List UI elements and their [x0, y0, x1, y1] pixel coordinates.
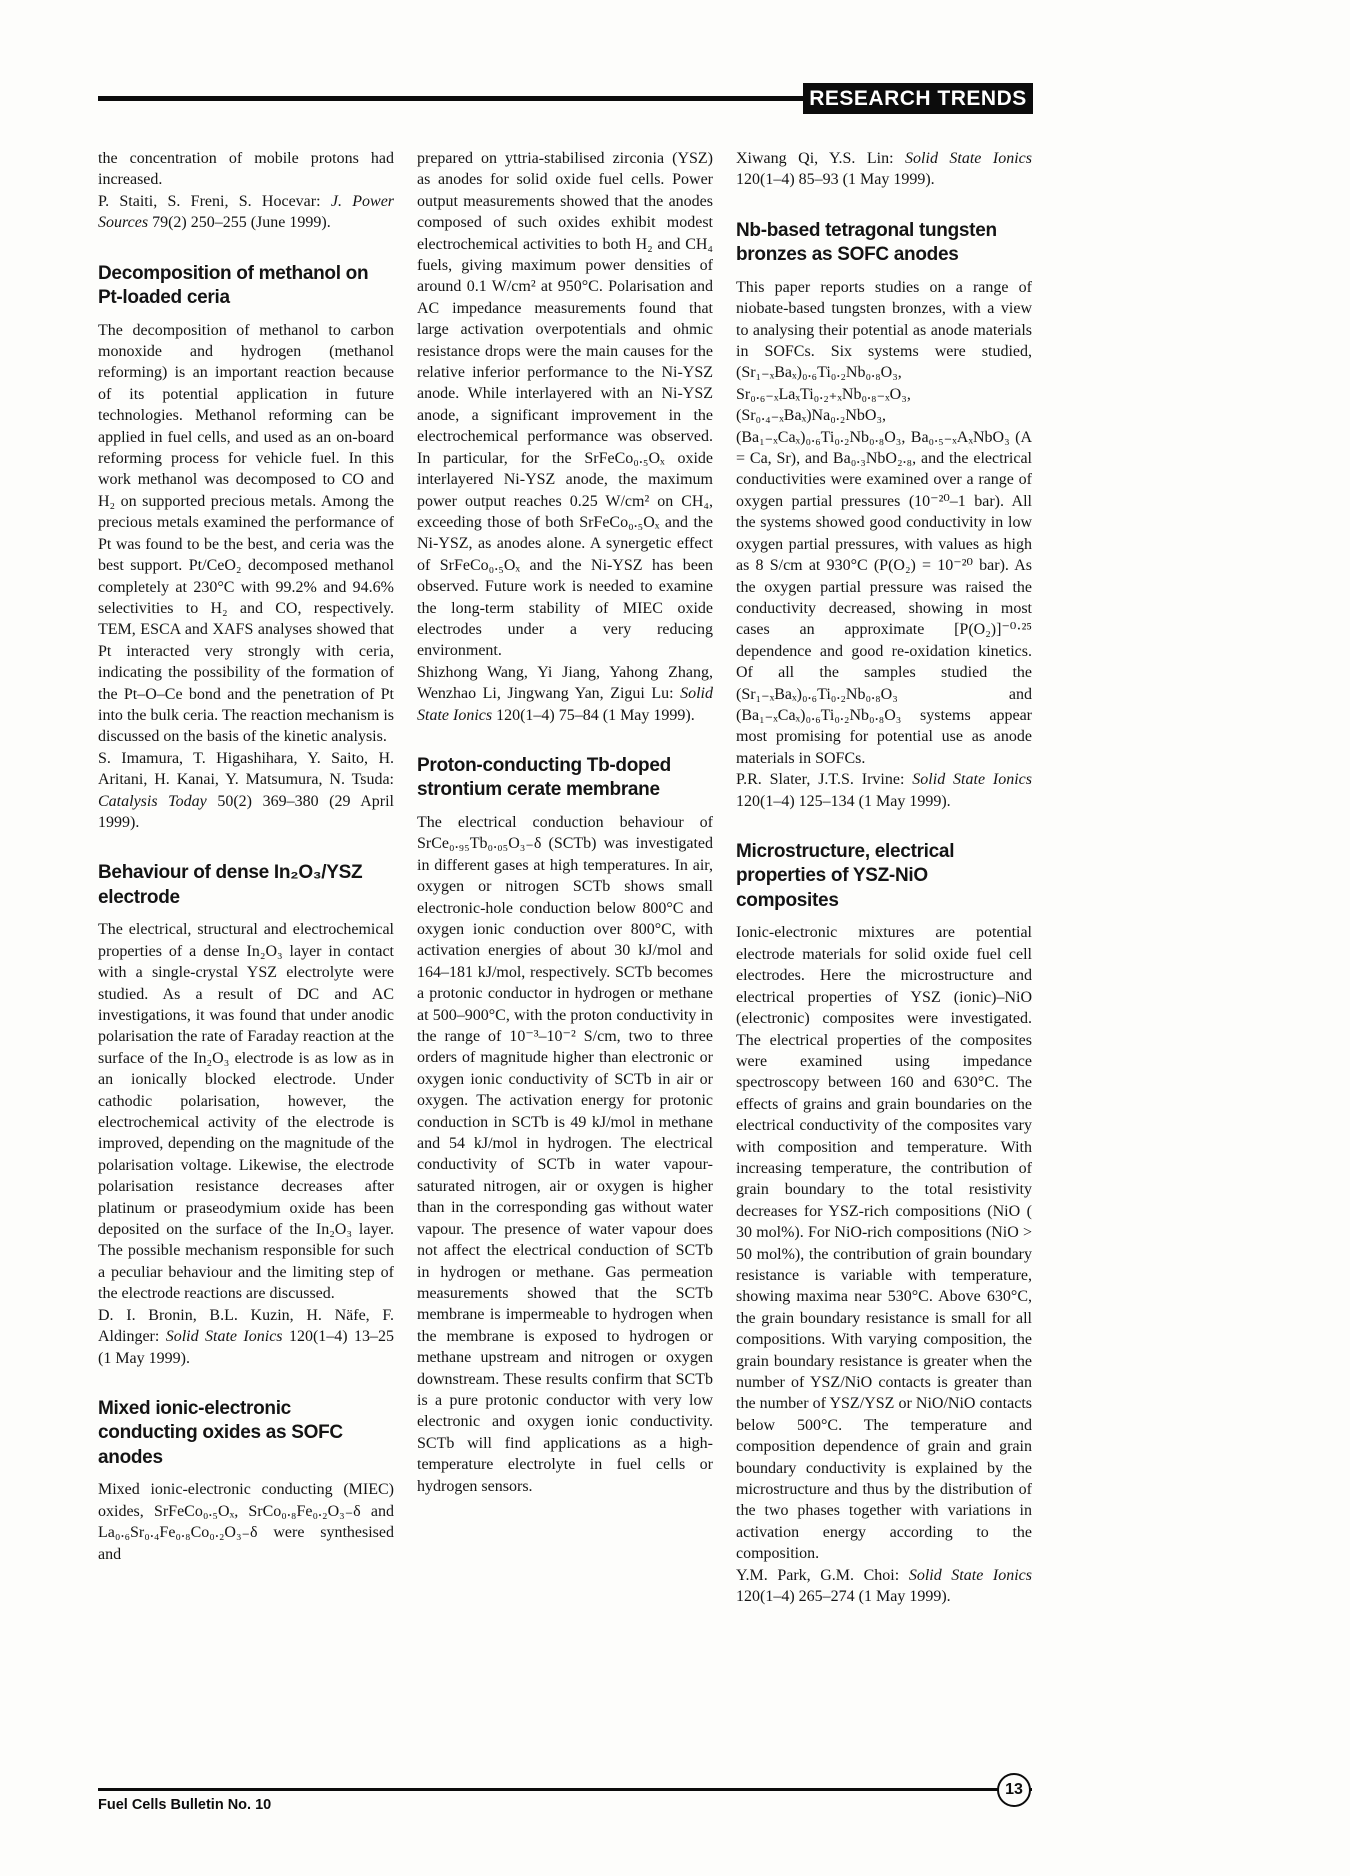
citation-authors: Shizhong Wang, Yi Jiang, Yahong Zhang, Wenzhao Li, Jingwang Yan, Zigui Lu: [417, 663, 713, 703]
citation [98, 1305, 394, 1369]
citation-ref: 120(1–4) 13–25 (1 May 1999). [98, 1328, 394, 1367]
citation-ref: 79(2) 250–255 (June 1999). [152, 214, 331, 232]
column-right [736, 148, 1032, 1607]
column-center [417, 148, 713, 1497]
citation [736, 148, 1032, 191]
article-paragraph: Ionic-electronic mixtures are potential electrode materials for solid oxide fuel cell electrodes. Here the microstructure and electrical properties of YSZ (ionic)–NiO (electronic) composites were investigated. The electrical properties of the composites were examined using impedance spectroscopy between 160 and 630°C. The effects of grains and grain boundaries on the electrical conductivity of the composites vary with composition and temperature. With increasing temperature, the contribution of grain boundary to the total resistivity decreases for YSZ-rich compositions (NiO ( 30 mol%). For NiO-rich compositions (NiO > 50 mol%), the contribution of grain boundary resistance is variable with temperature, showing maxima near 530°C. Above 630°C, the grain boundary resistance is small for all compositions. With varying composition, the grain boundary resistance is greater when the number of YSZ/NiO contacts is greater than the number of YSZ/YSZ or NiO/NiO contacts below 500°C. The temperature and composition dependence of grain and grain boundary conductivity is explained by the microstructure and thus by the distribution of the two phases together with variations in activation energy according to the composition. [736, 924, 1032, 1563]
citation-journal: Solid State Ionics [908, 1566, 1033, 1584]
citation-journal: J. Power Sources [98, 192, 395, 232]
research-trends-banner [803, 83, 1033, 114]
citation-ref: 120(1–4) 85–93 (1 May 1999). [736, 171, 935, 189]
citation-authors: Y.M. Park, G.M. Choi: [736, 1566, 900, 1584]
citation-authors: S. Imamura, T. Higashihara, Y. Saito, H. Aritani, H. Kanai, Y. Matsumura, N. Tsuda: [98, 749, 394, 789]
citation [736, 1565, 1032, 1608]
citation-authors: D. I. Bronin, B.L. Kuzin, H. Näfe, F. Aldinger: [98, 1306, 394, 1346]
continuation-paragraph: prepared on yttria-stabilised zirconia (YSZ) as anodes for solid oxide fuel cells. Power output measurements showed that the anodes composed of such oxides exhibit modest electrochemical activities to both H₂ and CH₄ fuels, giving maximum power densities of around 0.1 W/cm² at 950°C. Polarisation and AC impedance measurements found that large activation overpotentials and ohmic resistance drops were the main causes for the relative inferior performance to the Ni-YSZ anode. While interlayered with an Ni-YSZ anode, a significant improvement in the electrochemical performance was observed. In particular, for the SrFeCo₀.₅Oₓ oxide interlayered Ni-YSZ anode, the maximum power output reaches 0.25 W/cm² on CH₄, exceeding those of both SrFeCo₀.₅Oₓ and the Ni-YSZ, as anodes alone. A synergetic effect of SrFeCo₀.₅Oₓ and the Ni-YSZ has been observed. Future work is needed to examine the long-term stability of MIEC oxide electrodes under a very reducing environment. [417, 150, 713, 660]
article-heading: Microstructure, electrical properties of YSZ-NiO composites [736, 840, 955, 911]
citation [736, 769, 1032, 812]
page-number: 13 [1005, 1781, 1023, 1798]
citation-ref: 50(2) 369–380 (29 April 1999). [98, 792, 395, 831]
header-rule [98, 96, 803, 101]
citation [417, 662, 713, 726]
citation-authors: P.R. Slater, J.T.S. Irvine: [736, 771, 905, 789]
citation-journal: Solid State Ionics [417, 685, 713, 724]
article-paragraph: Mixed ionic-electronic conducting (MIEC) oxides, SrFeCo₀.₅Oₓ, SrCo₀.₈Fe₀.₂O₃₋δ and La₀.₆Sr₀.₄Fe₀.₈Co₀.₂O₃₋δ were synthesised and [98, 1481, 394, 1563]
article-paragraph: The electrical, structural and electrochemical properties of a dense In₂O₃ layer in contact with a single-crystal YSZ electrolyte were studied. As a result of DC and AC investigations, it was found that under anodic polarisation the rate of Faraday reaction at the surface of the In₂O₃ electrode is as low as in an ionically blocked electrode. Under cathodic polarisation, however, the electrochemical activity of the electrode is improved, depending on the magnitude of the polarisation voltage. Likewise, the electrode polarisation resistance decreases after platinum or praseodymium oxide has been deposited on the surface of the In₂O₃ layer. The possible mechanism responsible for such a peculiar behaviour and the limiting step of the electrode reactions are discussed. [98, 921, 394, 1303]
citation-authors: Xiwang Qi, Y.S. Lin: [736, 150, 894, 167]
text-columns [98, 148, 1032, 1607]
article-paragraph: This paper reports studies on a range of niobate-based tungsten bronzes, with a view to analysing their potential as anode materials in SOFCs. Six systems were studied, (Sr₁₋ₓBaₓ)₀.₆Ti₀.₂Nb₀.₈O₃, Sr₀.₆₋ₓLaₓTi₀.₂₊ₓNb₀.₈₋ₓO₃, (Sr₀.₄₋ₓBaₓ)Na₀.₂NbO₃, (Ba₁₋ₓCaₓ)₀.₆Ti₀.₂Nb₀.₈O₃, Ba₀.₅₋ₓAₓNbO₃ (A = Ca, Sr), and Ba₀.₃NbO₂.₈, and the electrical conductivities were examined over a range of oxygen partial pressures (10⁻²⁰–1 bar). All the systems showed good conductivity in low oxygen partial pressures, with values as high as 8 S/cm at 930°C (P(O₂) = 10⁻²⁰ bar). As the oxygen partial pressure was raised the conductivity decreased, showing in most cases an approximate [P(O₂)]⁻⁰·²⁵ dependence and good re-oxidation kinetics. Of all the samples studied the (Sr₁₋ₓBaₓ)₀.₆Ti₀.₂Nb₀.₈O₃ and (Ba₁₋ₓCaₓ)₀.₆Ti₀.₂Nb₀.₈O₃ systems appear most promising for potential use as anode materials in SOFCs. [736, 278, 1032, 767]
article-paragraph: The electrical conduction behaviour of SrCe₀.₉₅Tb₀.₀₅O₃₋δ (SCTb) was investigated in different gases at high temperatures. In air, oxygen or nitrogen SCTb shows small electronic-hole conduction below 800°C and oxygen ionic conduction over 800°C, with activation energies of about 30 kJ/mol and 164–181 kJ/mol, respectively. SCTb becomes a protonic conductor in hydrogen or methane at 500–900°C, with the proton conductivity in the range of 10⁻³–10⁻² S/cm, two to three orders of magnitude higher than electronic or oxygen ionic conductivity of SCTb in air or oxygen. The activation energy for protonic conduction in SCTb is 49 kJ/mol in methane and 54 kJ/mol in hydrogen. The electrical conductivity of SCTb in water vapour-saturated nitrogen, air or oxygen is higher than in the corresponding gas without water vapour. The presence of water vapour does not affect the electrical conduction of SCTb in hydrogen or methane. Gas permeation measurements showed that the SCTb membrane is impermeable to hydrogen when the membrane is exposed to hydrogen or methane upstream and nitrogen or oxygen downstream. These results confirm that SCTb is a pure protonic conductor with very low electronic and oxygen ionic conductivity. SCTb will find applications as a high-temperature electrolyte in fuel cells or hydrogen sensors. [417, 813, 713, 1495]
citation-ref: 120(1–4) 125–134 (1 May 1999). [736, 792, 951, 810]
article-heading: Proton-conducting Tb-doped strontium cerate membrane [417, 754, 671, 801]
article-heading: Mixed ionic-electronic conducting oxides as SOFC anodes [98, 1397, 343, 1468]
section-title: RESEARCH TRENDS [809, 86, 1027, 110]
page-number-badge [997, 1773, 1031, 1807]
publication-name: Fuel Cells Bulletin No. 10 [98, 1797, 272, 1813]
footer-rule [98, 1788, 1032, 1791]
article-heading: Decomposition of methanol on Pt-loaded ceria [98, 262, 369, 309]
citation-journal: Solid State Ionics [165, 1328, 283, 1346]
citation [98, 748, 394, 834]
article-heading: Nb-based tetragonal tungsten bronzes as SOFC anodes [736, 219, 997, 266]
article-paragraph: The decomposition of methanol to carbon monoxide and hydrogen (methanol reforming) is an important reaction because of its potential application in future technologies. Methanol reforming can be applied in fuel cells, and used as an on-board reforming process for vehicle fuel. In this work methanol was decomposed to CO and H₂ on supported precious metals. Among the precious metals examined the performance of Pt was found to be the best, and ceria was the best support. Pt/CeO₂ decomposed methanol completely at 230°C with 99.2% and 94.6% selectivities to H₂ and CO, respectively. TEM, ESCA and XAFS analyses showed that Pt interacted very strongly with ceria, indicating the possibility of the formation of the Pt–O–Ce bond and the penetration of Pt into the bulk ceria. The reaction mechanism is discussed on the basis of the kinetic analysis. [98, 321, 394, 746]
citation-ref: 120(1–4) 265–274 (1 May 1999). [736, 1588, 951, 1606]
citation-ref: 120(1–4) 75–84 (1 May 1999). [496, 706, 695, 724]
article-heading: Behaviour of dense In₂O₃/YSZ electrode [98, 862, 363, 908]
citation [98, 191, 394, 234]
column-left [98, 148, 394, 1565]
continuation-paragraph: the concentration of mobile protons had increased. [98, 150, 394, 189]
citation-journal: Catalysis Today [98, 792, 207, 810]
citation-journal: Solid State Ionics [912, 771, 1033, 789]
citation-journal: Solid State Ionics [905, 150, 1032, 167]
citation-authors: P. Staiti, S. Freni, S. Hocevar: [98, 192, 321, 210]
